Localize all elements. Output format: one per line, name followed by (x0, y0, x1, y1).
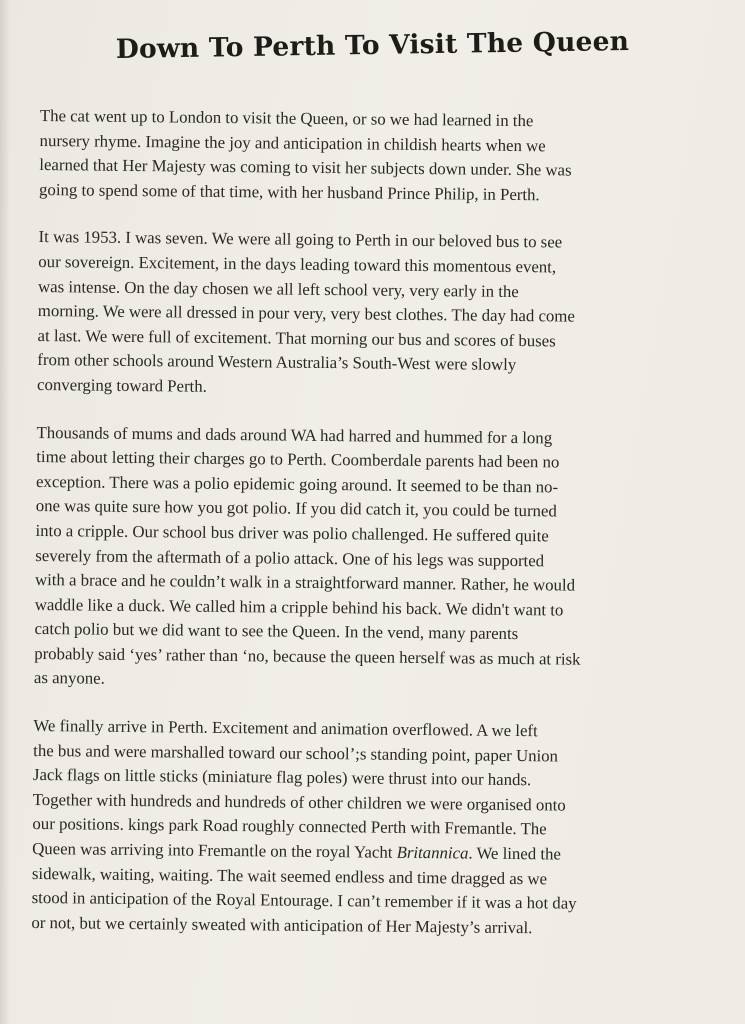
text-line: our positions. kings park Road roughly connected Perth with Fremantle. The (32, 814, 547, 839)
text-line: catch polio but we did want to see the Queen. In the vend, many parents (34, 619, 519, 644)
text-fragment: Queen was arriving into Fremantle on the royal Yacht (32, 838, 397, 862)
text-fragment: . We lined the (468, 843, 561, 864)
paragraph-4 (31, 714, 713, 942)
text-line: morning. We were all dressed in pour very, very best clothes. The day had come (37, 301, 575, 326)
text-line: from other schools around Western Australia’s South-West were slowly (37, 350, 517, 375)
text-line: probably said ‘yes’ rather than ‘no, because the queen herself was as much at risk (34, 643, 581, 669)
text-line: as anyone. (33, 668, 105, 689)
text-line: our sovereign. Excitement, in the days leading toward this momentous event, (38, 251, 557, 277)
text-line: or not, but we certainly sweated with anticipation of Her Majesty’s arrival. (31, 912, 533, 938)
ship-name-italic: Britannica (396, 842, 469, 863)
paragraph-3 (34, 421, 717, 699)
text-line: at last. We were full of excitement. That morning our bus and scores of buses (37, 325, 556, 351)
text-line: into a cripple. Our school bus driver was polio challenged. He suffered quite (35, 520, 549, 546)
text-line: converging toward Perth. (36, 374, 207, 396)
text-line: Thousands of mums and dads around WA had harred and hummed for a long (36, 422, 553, 447)
text-line: severely from the aftermath of a polio attack. One of his legs was supported (35, 545, 545, 570)
page-title: Down To Perth To Visit The Queen (115, 25, 630, 66)
text-line: waddle like a duck. We called him a cripple behind his back. We didn't want to (34, 594, 564, 620)
text-line: sidewalk, waiting, waiting. The wait seemed endless and time dragged as we (31, 863, 548, 888)
text-line: Jack flags on little sticks (miniature flag poles) were thrust into our hands. (32, 765, 532, 790)
text-line: one was quite sure how you got polio. If you did catch it, you could be turned (35, 496, 557, 521)
text-line: nursery rhyme. Imagine the joy and anticipation in childish hearts when we (39, 130, 546, 155)
text-line: was intense. On the day chosen we all left school very, very early in the (37, 276, 519, 301)
text-line: It was 1953. I was seven. We were all going to Perth in our beloved bus to see (38, 227, 563, 252)
text-line: Together with hundreds and hundreds of other children we were organised onto (32, 789, 566, 815)
text-line: the bus and were marshalled toward our school’;s standing point, paper Union (33, 740, 559, 766)
document-body (31, 104, 720, 965)
text-line: going to spend some of that time, with her husband Prince Philip, in Perth. (39, 179, 540, 205)
text-line: We finally arrive in Perth. Excitement and animation overflowed. A we left (33, 716, 538, 741)
page-edge-shadow (0, 0, 10, 1024)
paragraph-2 (37, 225, 719, 404)
text-line: with a brace and he couldn’t walk in a straightforward manner. Rather, he would (34, 570, 576, 595)
text-line: stood in anticipation of the Royal Entourage. I can’t remember if it was a hot day (31, 888, 577, 913)
text-line: exception. There was a polio epidemic going around. It seemed to be than no- (35, 471, 559, 497)
paragraph-1 (39, 104, 720, 209)
text-line: time about letting their charges go to Perth. Coomberdale parents had been no (36, 447, 560, 472)
text-line: learned that Her Majesty was coming to visit her subjects down under. She was (39, 155, 572, 180)
text-line: The cat went up to London to visit the Queen, or so we had learned in the (39, 105, 534, 131)
